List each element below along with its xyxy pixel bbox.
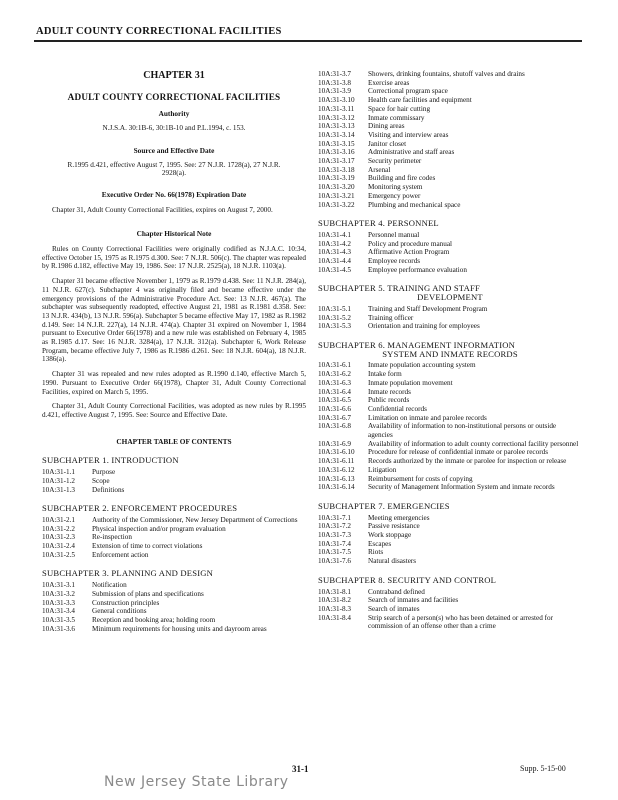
section-title: Records authorized by the inmate or parolee for inspection or release [368,457,567,466]
section-number: 10A:31-3.16 [318,148,355,157]
toc-entry [318,201,582,210]
toc-entry [42,581,306,590]
section-number: 10A:31-1.3 [42,485,75,494]
history-heading: Chapter Historical Note [136,229,212,239]
section-number: 10A:31-6.6 [318,404,351,413]
section-number: 10A:31-6.8 [318,422,351,431]
right-toc [318,219,582,631]
section-title: Definitions [92,485,125,494]
section-title: Inmate commissary [368,113,425,122]
section-number: 10A:31-8.4 [318,613,351,622]
section-number: 10A:31-6.5 [318,396,351,405]
section-number: 10A:31-2.3 [42,533,75,542]
toc-entry [318,396,582,405]
toc-entry [318,122,582,131]
subchapter-title-line2: DEVELOPMENT [417,292,483,303]
section-title: Procedure for release of confidential inmate or parolee records [368,448,548,457]
section-number: 10A:31-6.13 [318,474,355,483]
section-title: Escapes [368,539,392,548]
section-number: 10A:31-3.12 [318,113,355,122]
section-number: 10A:31-3.22 [318,200,355,209]
subchapter-title: SUBCHAPTER 3. PLANNING AND DESIGN [42,568,214,579]
subchapter-title: SUBCHAPTER 7. EMERGENCIES [318,500,450,511]
section-number: 10A:31-3.7 [318,70,351,78]
toc-entry [318,483,582,492]
section-number: 10A:31-8.1 [318,587,351,596]
section-number: 10A:31-3.10 [318,96,355,105]
toc-entry [318,457,582,466]
subchapter-title: SUBCHAPTER 8. SECURITY AND CONTROL [318,574,497,585]
toc-entry [318,448,582,457]
toc-entry [318,240,582,249]
section-number: 10A:31-7.6 [318,557,351,566]
toc-entry [318,314,582,323]
section-title: Physical inspection and/or program evaluation [92,524,226,533]
section-number: 10A:31-3.1 [42,581,75,590]
section-number: 10A:31-3.13 [318,122,355,131]
section-number: 10A:31-5.2 [318,313,351,322]
page-number: 31-1 [292,764,309,774]
toc-entry [318,140,582,149]
toc-entry [42,486,306,495]
section-title: Monitoring system [368,183,423,192]
section-title: General conditions [92,607,147,616]
subchapter-heading [318,502,582,511]
section-title: Strip search of a person(s) who has been detained or arrested for commission of an offense other than a crime [368,613,554,631]
section-number: 10A:31-3.19 [318,174,355,183]
toc-entry [42,542,306,551]
section-number: 10A:31-7.2 [318,522,351,531]
section-number: 10A:31-3.5 [42,615,75,624]
section-number: 10A:31-3.4 [42,607,75,616]
toc-entry [42,525,306,534]
section-title: Security of Management Information System and inmate records [368,483,555,492]
section-number: 10A:31-5.3 [318,322,351,331]
section-title: Janitor closet [368,139,407,148]
section-title: Litigation [368,465,397,474]
toc-entry [42,599,306,608]
toc-entry [318,231,582,240]
toc-entry [318,166,582,175]
toc-entry [318,531,582,540]
toc-entry [318,305,582,314]
section-title: Confidential records [368,404,427,413]
section-number: 10A:31-1.2 [42,476,75,485]
subchapter-heading [318,219,582,228]
section-number: 10A:31-6.12 [318,465,355,474]
section-title: Enforcement action [92,550,149,559]
section-number: 10A:31-6.1 [318,361,351,370]
section-title: Limitation on inmate and parolee records [368,413,487,422]
toc-entry [318,157,582,166]
toc-entry [318,361,582,370]
section-title: Arsenal [368,165,391,174]
section-number: 10A:31-2.1 [42,515,75,524]
section-title: Riots [368,548,384,557]
section-title: Submission of plans and specifications [92,589,204,598]
section-number: 10A:31-4.2 [318,239,351,248]
section-title: Employee records [368,257,421,266]
toc-entry [318,248,582,257]
section-number: 10A:31-7.4 [318,539,351,548]
section-title: Space for hair cutting [368,104,431,113]
toc-entry [318,440,582,449]
toc-entry [318,148,582,157]
section-title: Exercise areas [368,78,410,87]
section-number: 10A:31-2.2 [42,524,75,533]
chapter-number: CHAPTER 31 [143,70,205,81]
expiration-heading: Executive Order No. 66(1978) Expiration Date [101,189,247,199]
subchapter-title: SUBCHAPTER 1. INTRODUCTION [42,455,179,466]
subchapter-title: SUBCHAPTER 2. ENFORCEMENT PROCEDURES [42,503,238,514]
section-title: Search of inmates and facilities [368,596,459,605]
subchapter-heading [42,456,306,465]
toc-entry [318,557,582,566]
expiration-text: Chapter 31, Adult County Correctional Facilities, expires on August 7, 2000. [52,205,273,214]
left-column [42,52,306,633]
section-number: 10A:31-3.15 [318,139,355,148]
section-title: Public records [368,396,410,405]
source-heading: Source and Effective Date [133,145,215,155]
section-title: Availability of information to non-institutional persons or outside agencies [368,422,557,440]
toc-entry [318,614,582,631]
section-title: Authority of the Commissioner, New Jersey Department of Corrections [92,515,298,524]
section-title: Building and fire codes [368,174,436,183]
section-number: 10A:31-3.20 [318,183,355,192]
toc-entry [318,388,582,397]
toc-heading: CHAPTER TABLE OF CONTENTS [116,436,232,446]
section-title: Personnel manual [368,230,420,239]
section-title: Orientation and training for employees [368,322,480,331]
section-number: 10A:31-3.6 [42,624,75,633]
section-title: Training officer [368,313,414,322]
section-number: 10A:31-4.1 [318,230,351,239]
section-title: Availability of information to adult county correctional facility personnel [368,439,579,448]
section-number: 10A:31-3.9 [318,87,351,96]
section-title: Emergency power [368,191,421,200]
section-number: 10A:31-4.5 [318,265,351,274]
toc-entry [42,477,306,486]
subchapter-heading [318,341,582,358]
section-title: Policy and procedure manual [368,239,453,248]
section-number: 10A:31-3.2 [42,589,75,598]
section-title: Inmate population movement [368,378,453,387]
section-title: Dining areas [368,122,405,131]
history-paragraph: Rules on County Correctional Facilities were originally codified as N.J.A.C. 10:34, effective October 15, 1975 as R.1975 d.300. See: 7 N.J.R. 506(c). The chapter was repealed by R.1986 d.182, effective May 19, 1986. See: 17 N.J.R. 2525(a), 18 N.J.R. 1103(a). [42,245,306,271]
toc-entry [318,596,582,605]
section-number: 10A:31-6.10 [318,448,355,457]
section-title: Extension of time to correct violations [92,542,203,551]
section-number: 10A:31-6.7 [318,413,351,422]
toc-entry [318,605,582,614]
section-title: Meeting emergencies [368,513,430,522]
section-number: 10A:31-6.4 [318,387,351,396]
section-number: 10A:31-5.1 [318,304,351,313]
section-title: Administrative and staff areas [368,148,455,157]
toc-entry [318,514,582,523]
section-number: 10A:31-3.21 [318,191,355,200]
toc-entry [42,625,306,634]
section-number: 10A:31-6.11 [318,457,355,466]
section-title: Work stoppage [368,531,412,540]
toc-entry [318,183,582,192]
toc-entry [318,87,582,96]
toc-entry [318,105,582,114]
section-title: Visiting and interview areas [368,130,449,139]
section-title: Employee performance evaluation [368,265,467,274]
toc-entry [318,548,582,557]
header-rule [34,40,582,42]
subchapter-heading [318,284,582,301]
toc-entry [318,414,582,423]
subchapter-title: SUBCHAPTER 4. PERSONNEL [318,218,439,229]
library-stamp: New Jersey State Library [104,774,289,790]
subchapter-title: SUBCHAPTER 5. TRAINING AND STAFF [318,283,480,294]
authority-text: N.J.S.A. 30:1B-6, 30:1B-10 and P.L.1994, c. 153. [102,124,246,133]
section-number: 10A:31-8.3 [318,604,351,613]
section-title: Reception and booking area; holding room [92,615,216,624]
toc-entry [42,590,306,599]
section-title: Plumbing and mechanical space [368,200,461,209]
toc-entry [318,174,582,183]
history-paragraph: Chapter 31 was repealed and new rules adopted as R.1990 d.140, effective March 5, 1990. Pursuant to Executive Order 66(1978), Chapter 31, Adult County Correctional Facilities, expired on March 5, 1995. [42,370,306,396]
toc-entry [318,266,582,275]
toc-entry [318,79,582,88]
section-title: Scope [92,476,110,485]
section-title: Training and Staff Development Program [368,304,488,313]
subchapter-heading [42,569,306,578]
section-number: 10A:31-7.5 [318,548,351,557]
section-title: Notification [92,581,127,590]
right-column [318,70,582,631]
source-text: R.1995 d.421, effective August 7, 1995. See: 27 N.J.R. 1728(a), 27 N.J.R. 2928(a). [67,160,281,178]
toc-entry [42,468,306,477]
section-title: Re-inspection [92,533,132,542]
supplement-date: Supp. 5-15-00 [520,764,566,773]
section-number: 10A:31-7.1 [318,513,351,522]
left-toc [42,456,306,633]
subchapter-title-line2: SYSTEM AND INMATE RECORDS [382,348,518,359]
toc-entry [318,405,582,414]
toc-entry [318,588,582,597]
section-number: 10A:31-3.8 [318,78,351,87]
section-title: Reimbursement for costs of copying [368,474,473,483]
history-paragraph: Chapter 31, Adult County Correctional Facilities, was adopted as new rules by R.1995 d.421, effective August 7, 1995. See: Source and Effective Date. [42,402,306,419]
section-number: 10A:31-6.2 [318,370,351,379]
section-number: 10A:31-1.1 [42,468,75,477]
section-title: Search of inmates [368,604,420,613]
subchapter-heading [318,576,582,585]
toc-entry [318,522,582,531]
section-number: 10A:31-3.14 [318,130,355,139]
section-title: Construction principles [92,598,160,607]
section-number: 10A:31-3.17 [318,157,355,166]
section-number: 10A:31-7.3 [318,531,351,540]
subchapter-heading [42,504,306,513]
section-number: 10A:31-6.9 [318,439,351,448]
section-number: 10A:31-4.4 [318,257,351,266]
section-number: 10A:31-6.14 [318,483,355,492]
section-title: Passive resistance [368,522,420,531]
section-number: 10A:31-3.11 [318,104,355,113]
section-number: 10A:31-4.3 [318,248,351,257]
authority-heading: Authority [158,109,190,119]
toc-entry [42,533,306,542]
running-header: ADULT COUNTY CORRECTIONAL FACILITIES [36,26,282,37]
toc-entry [318,257,582,266]
section-title: Contraband defined [368,587,425,596]
toc-entry [42,551,306,560]
toc-entry [318,70,582,79]
subchapter-3-continuation [318,70,582,209]
section-title: Inmate records [368,387,411,396]
chapter-title: ADULT COUNTY CORRECTIONAL FACILITIES [67,91,281,102]
section-title: Showers, drinking fountains, shutoff valves and drains [368,70,525,78]
section-number: 10A:31-2.4 [42,542,75,551]
toc-entry [318,475,582,484]
toc-entry [318,96,582,105]
section-title: Affirmative Action Program [368,248,450,257]
toc-entry [42,607,306,616]
section-title: Inmate population accounting system [368,361,476,370]
section-title: Correctional program space [368,87,448,96]
toc-entry [318,379,582,388]
toc-entry [318,322,582,331]
section-title: Minimum requirements for housing units and dayroom areas [92,624,267,633]
section-title: Security perimeter [368,157,422,166]
toc-entry [318,540,582,549]
toc-entry [318,131,582,140]
toc-entry [318,114,582,123]
toc-entry [42,616,306,625]
section-title: Purpose [92,468,116,477]
section-number: 10A:31-2.5 [42,550,75,559]
toc-entry [318,422,582,439]
section-title: Health care facilities and equipment [368,96,472,105]
section-title: Intake form [368,370,402,379]
section-number: 10A:31-6.3 [318,378,351,387]
toc-entry [318,466,582,475]
history-paragraph: Chapter 31 became effective November 1, 1979 as R.1979 d.438. See: 11 N.J.R. 284(a), 11 N.J.R. 627(c). Subchapter 4 was originally filed and became effective under the emergency provisions of the Administrative Procedure Act. See: 13 N.J.R. 467(a). The subchapter was subsequently readopted, effective August 21, 1981 as R.1981 d.358. See: 13 N.J.R. 434(b), 13 N.J.R. 596(a). Subchapter 5 became effective May 17, 1982 as R.1982 d.149. See: 14 N.J.R. 227(a), 14 N.J.R. 474(a). Chapter 31 expired on November 1, 1984 pursuant to Executive Order 66(1978) and a new rule was established on February 4, 1985 as R.1985 d.17. See: 16 N.J.R. 3284(a), 17 N.J.R. 312(a). Subchapter 6, Work Release Program, became effective July 7, 1986 as R.1986 d.261. See: 18 N.J.R. 604(a), 18 N.J.R. 1386(a). [42,277,306,364]
subchapter-title: SUBCHAPTER 6. MANAGEMENT INFORMATION [318,339,516,350]
section-number: 10A:31-3.3 [42,598,75,607]
section-number: 10A:31-3.18 [318,165,355,174]
section-number: 10A:31-8.2 [318,596,351,605]
section-title: Natural disasters [368,557,417,566]
toc-entry [318,370,582,379]
toc-entry [318,192,582,201]
toc-entry [42,516,306,525]
